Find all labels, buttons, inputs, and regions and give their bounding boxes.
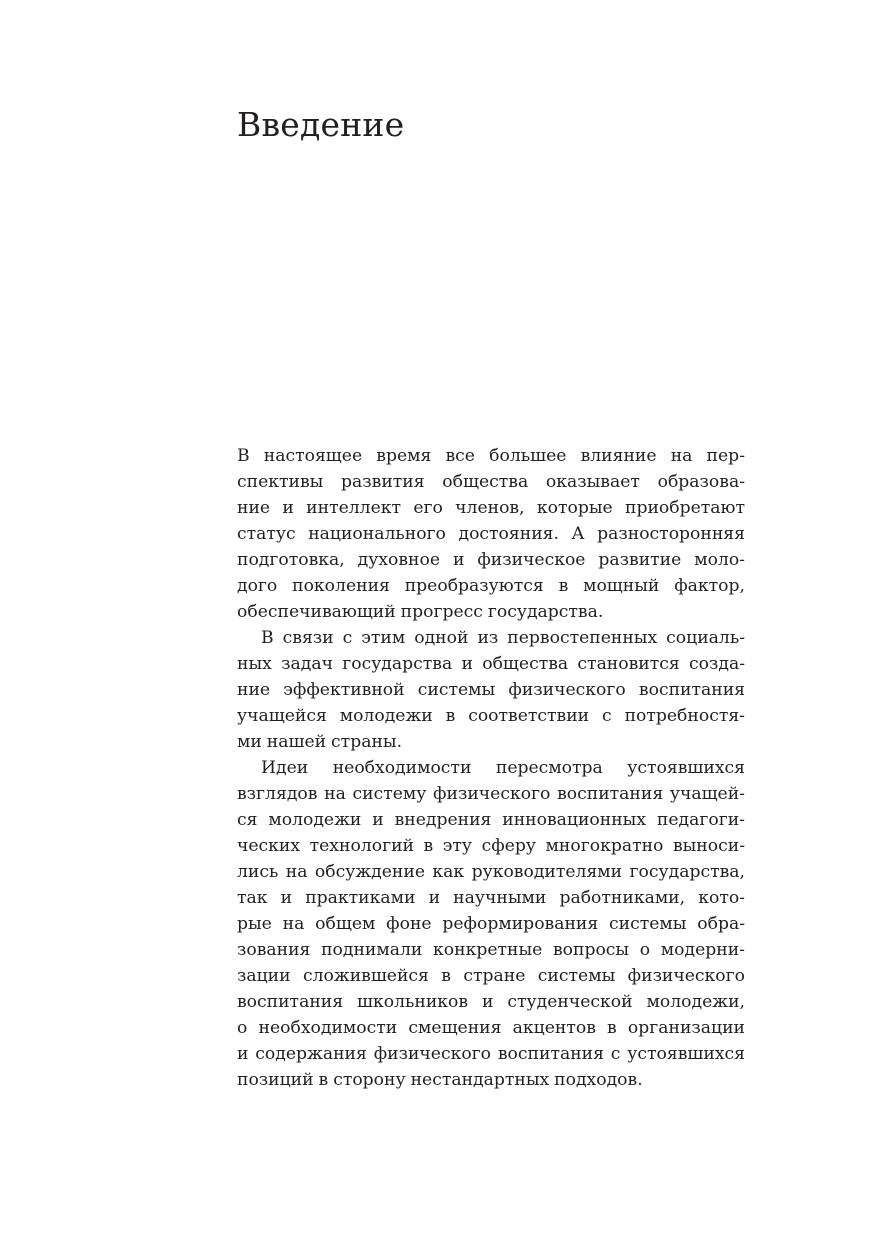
text-line: позиций в сторону нестандартных подходов. — [237, 1070, 643, 1090]
text-line: воспитания школьников и студенческой молодежи, — [237, 992, 745, 1012]
text-line: Идеи необходимости пересмотра устоявшихся — [261, 758, 745, 778]
chapter-title: Введение — [237, 105, 405, 144]
text-line: рые на общем фоне реформирования системы обра- — [237, 914, 745, 934]
text-line: лись на обсуждение как руководителями государства, — [237, 862, 745, 882]
text-line: спективы развития общества оказывает образова- — [237, 472, 745, 492]
text-line: В связи с этим одной из первостепенных социаль- — [261, 628, 745, 648]
text-line: ческих технологий в эту сферу многократно выноси- — [237, 836, 745, 856]
text-line: учащейся молодежи в соответствии с потребностя- — [237, 706, 745, 726]
text-line: ных задач государства и общества становится созда- — [237, 654, 745, 674]
body-text — [237, 443, 745, 1093]
text-line: ми нашей страны. — [237, 732, 403, 752]
text-line: обеспечивающий прогресс государства. — [237, 602, 604, 622]
text-line: дого поколения преобразуются в мощный фактор, — [237, 576, 745, 596]
text-line: зования поднимали конкретные вопросы о модерни- — [237, 940, 745, 960]
text-line: и содержания физического воспитания с устоявшихся — [237, 1044, 745, 1064]
paragraph-3 — [237, 755, 745, 1093]
paragraph-2 — [237, 625, 745, 755]
text-line: о необходимости смещения акцентов в организации — [237, 1018, 745, 1038]
text-line: так и практиками и научными работниками, кото- — [237, 888, 745, 908]
text-line: В настоящее время все большее влияние на пер- — [237, 446, 745, 466]
text-line: ние и интеллект его членов, которые приобретают — [237, 498, 745, 518]
text-line: взглядов на систему физического воспитания учащей- — [237, 784, 745, 804]
text-line: ние эффективной системы физического воспитания — [237, 680, 745, 700]
text-line: ся молодежи и внедрения инновационных педагоги- — [237, 810, 745, 830]
text-line: подготовка, духовное и физическое развитие моло- — [237, 550, 745, 570]
text-line: зации сложившейся в стране системы физического — [237, 966, 745, 986]
paragraph-1 — [237, 443, 745, 625]
text-line: статус национального достояния. А разносторонняя — [237, 524, 745, 544]
